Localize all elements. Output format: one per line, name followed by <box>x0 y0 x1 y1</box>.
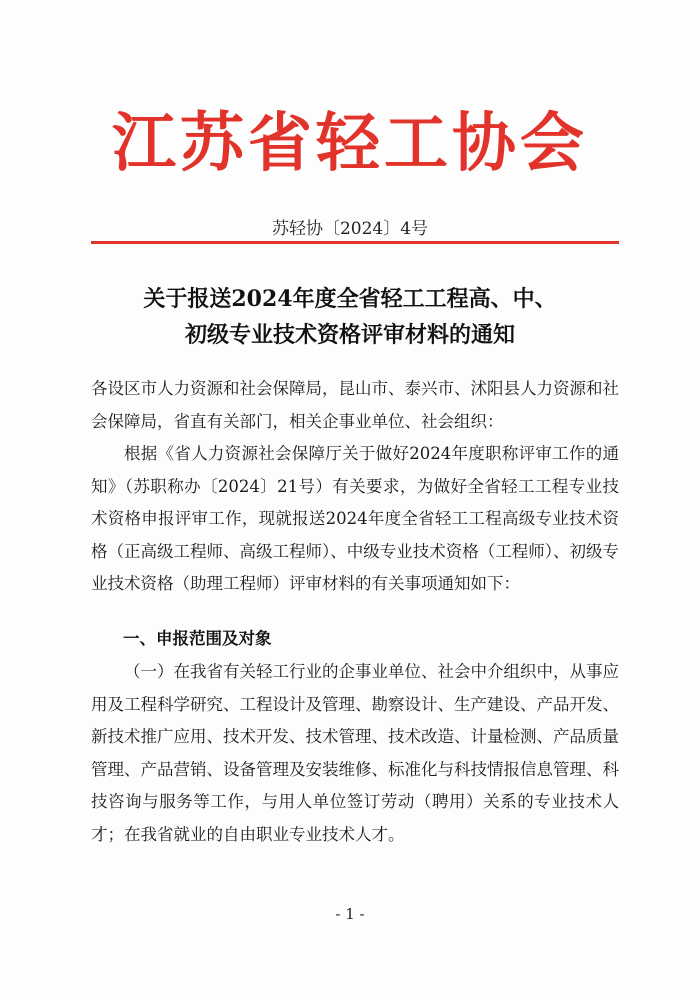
issuing-organization-header: 江苏省轻工协会 <box>112 106 588 181</box>
title-line-2: 初级专业技术资格评审材料的通知 <box>184 322 515 348</box>
section-heading-scope: 一、申报范围及对象 <box>123 629 272 648</box>
document-number: 苏轻协〔2024〕4号 <box>271 219 429 239</box>
page-number: - 1 - <box>335 905 365 923</box>
title-line-1: 关于报送2024年度全省轻工工程高、中、 <box>143 286 557 312</box>
addressee-paragraph: 各设区市人力资源和社会保障局，昆山市、泰兴市、沭阳县人力资源和社会保障局，省直有关部门，相关企事业单位、社会组织： <box>91 379 619 431</box>
section-1-item-1-paragraph: （一）在我省有关轻工行业的企事业单位、社会中介组织中，从事应用及工程科学研究、工程设计及管理、勘察设计、生产建设、产品开发、新技术推广应用、技术开发、技术管理、技术改造、计量检测、产品质量管理、产品营销、设备管理及安装维修、标准化与科技情报信息管理、科技咨询与服务等工作，与用人单位签订劳动（聘用）关系的专业技术人才；在我省就业的自由职业专业技术人才。 <box>91 662 619 844</box>
document-title <box>60 281 640 353</box>
red-separator-line <box>91 241 619 244</box>
main-paragraph: 根据《省人力资源社会保障厅关于做好2024年度职称评审工作的通知》（苏职称办〔2024〕21号）有关要求，为做好全省轻工工程专业技术资格申报评审工作，现就报送2024年度全省轻工工程高级专业技术资格（正高级工程师、高级工程师）、中级专业技术资格（工程师）、初级专业技术资格（助理工程师）评审材料的有关事项通知如下： <box>91 444 619 593</box>
